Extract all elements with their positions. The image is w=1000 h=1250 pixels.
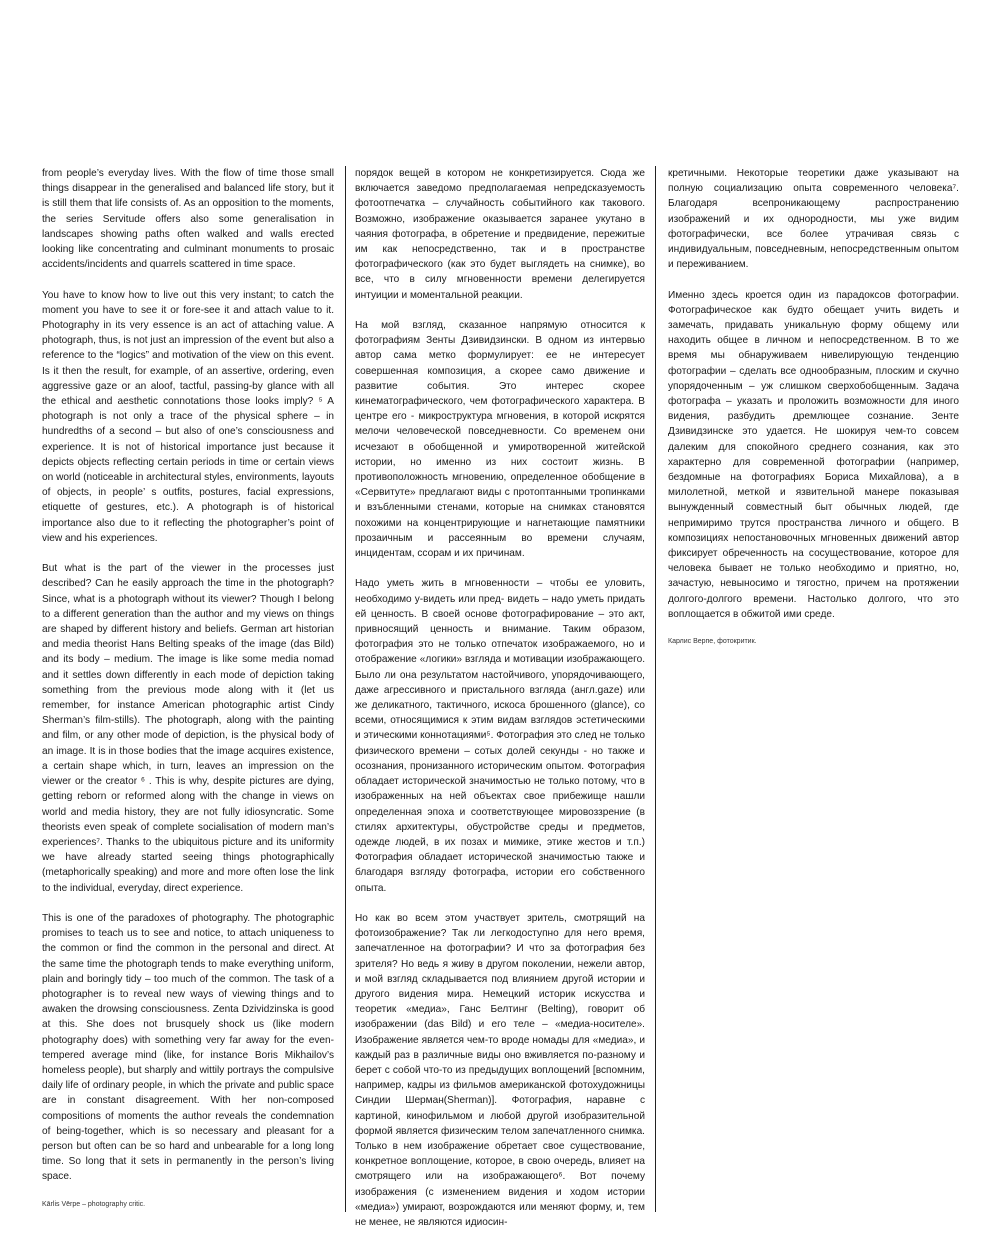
ru-paragraph-6: Именно здесь кроется один из парадоксов фотографии. Фотографическое как будто обещает учить видеть и замечать, придавать уникальную форму общему или находить общее в личном и непосредственном. В то же время мы обнаруживаем нивелирующую тенденцию фотографии – сделать все однообразным, плоским и скучно упорядоченным – уж слишком сверхобобщенным. Задача фотографа – указать и проложить возможности для иного видения, разбудить дремлющее сознание. Зенте Дзивидзинске это удается. Не шокируя чем-то совсем далеким для спокойного среднего сознания, как это характерно для современной фотографии (например, бездомные на фотографиях Бориса Михайлова), а в милолетной, меткой и язвительной манере показывая вынужденный совместный быт обычных людей, где непримиримо трутся пространства личного и общего. В композициях непостановочных мгновенных движений автор фиксирует обреченность на сосуществование, которое для человека бывает не только необходимо и приятно, но, зачастую, невыносимо и тягостно, причем на протяжении долгого-долгого времени. Настолько долгого, что это воплощается в обжитой ими среде. bbox=[668, 289, 959, 620]
column-divider-right bbox=[655, 166, 656, 1212]
ru-paragraph-5: кретичными. Некоторые теоретики даже указывают на полную социализацию опыта современного человека⁷. Благодаря всепроникающему распространению изображений и их однородности, мы уже видим фотографически, все более утрачивая связь с индивидуальным, повседневным, непосредственным опытом и переживанием. bbox=[668, 168, 959, 271]
en-paragraph-1: from people’s everyday lives. With the flow of time those small things disappear in the generalised and balanced life story, but it is still them that life consists of. As an opposition to the moments, the series Servitude offers also some generalisation in landscapes showing paths often walked and walls erected looking like concentrating and culminant monuments to prosaic accidents/incidents and quarrels scattered in time space. bbox=[42, 168, 334, 271]
russian-column-right bbox=[668, 166, 959, 662]
en-paragraph-4: This is one of the paradoxes of photography. The photographic promises to teach us to see and notice, to attach uniqueness to the common or find the common in the personal and direct. At the same time the photograph tends to make everything uniform, plain and boringly tidy – too much of the common. The task of a photographer is to reveal new ways of viewing things and to awaken the drowsing consciousness. Zenta Dzividzinska is good at this. She does not brusquely shock us (like modern photography does) with something very far away for the even-tempered average mind (like, for instance Boris Mikhailov’s homeless people), but sharply and wittily portrays the compulsive daily life of ordinary people, in which the private and public space are in constant disagreement. With her non-composed compositions of moments the author reveals the condemnation of being-together, which is so necessary and pleasant for a person but often can be so hard and unbearable for a long long time. So long that it sets in permanently in the person’s living space. bbox=[42, 912, 334, 1183]
column-divider-left bbox=[345, 166, 346, 1212]
ru-paragraph-1: порядок вещей в котором не конкретизируется. Сюда же включается заведомо предполагаемая непредсказуемость фотоотпечатка – случайность событийного как такового. Возможно, изображение оказывается заранее укутано в чаяния фотографа, в обретение и предвидение, пережитые им как непосредственно, так и в пространстве фотографического (как это будет выглядеть на снимке), во все, что в силу мгновенности времени делегируется интуиции и моментальной реакции. bbox=[355, 168, 645, 301]
ru-paragraph-2: На мой взгляд, сказанное напрямую относится к фотографиям Зенты Дзивидзински. В одном из интервью автор сама метко формулирует: ее не интересует совершенная композиция, а скорее само движение и развитие события. Это интерес скорее кинематографического, чем фотографического характера. В центре его - микроструктура мгновения, в которой искрятся мелочи человеческой повседневности. Со временем они исчезают в обобщенной и умиротворенной житейской истории, но именно из них состоит жизнь. В противоположность мгновению, определенное обобщение в «Сервитуте» предлагают виды с протоптанными тропинками и взъбленными стенами, которые на снимках становятся похожими на концентрирующие и нагнетающие памятники прозаичным и рассеянным во времени случаям, инцидентам, ссорам и их причинам. bbox=[355, 320, 645, 560]
russian-column-middle bbox=[355, 166, 645, 1245]
en-author-signature: Kārlis Vērpe – photography critic. bbox=[42, 1200, 146, 1208]
en-paragraph-2: You have to know how to live out this very instant; to catch the moment you have to see it or fore-see it and attach value to it. Photography in its very essence is an act of attaching value. A photograph, thus, is not just an impression of the event but also a reference to the “logics” and motivation of the view on this event. Is it then the result, for example, of an assertive, ordering, even aggressive gaze or an aloof, tactful, passing-by glance with all the ethical and aesthetic connotations those looks imply? ⁵ A photograph is not only a trace of the physical sphere – in hundredths of a second – but also of one’s consciousness and experience. It is not of historical importance just because it depicts objects reflecting certain periods in time or certain views on world (noticeable in architectural styles, environments, layouts of objects, in people’ s outfits, postures, facial expressions, etiquette of gestures, etc.). A photograph is of historical importance also due to it reflecting the photographer’s point of view and his experiences. bbox=[42, 289, 334, 544]
ru-paragraph-4: Но как во всем этом участвует зритель, смотрящий на фотоизображение? Так ли легкодоступно для него время, запечатленное на фотографии? И что за фотография без зрителя? Но ведь я живу в другом поколении, нежели автор, и мой взгляд складывается под влиянием другой истории и другого видения мира. Немецкий историк искусства и теоретик «медиа», Ганс Белтинг (Belting), говорит об изображении (das Bild) и его теле – «медиа-носителе». Изображение является чем-то вроде номады для «медиа», и каждый раз в различные виды оно вживляется по-разному и берет с собой что-то из предыдущих воплощений [вспомним, например, кадры из фильмов американской фотохудожницы Синдии Шерман(Sherman)]. Фотография, наравне с картиной, кинофильмом и любой другой изобразительной формой является физическим телом запечатленного снимка. Только в нем изображение обретает свое существование, конкретное воплощение, которое, в свою очередь, влияет на смотрящего или на изображающего⁶. Вот почему изображения (с изменением видения и ходом истории «медиа») умирают, возрождаются или меняют форму, и, тем не менее, не являются идиосин- bbox=[355, 912, 645, 1228]
ru-author-signature: Карлис Верпе, фотокритик. bbox=[668, 638, 757, 646]
english-column bbox=[42, 166, 334, 1225]
en-paragraph-3: But what is the part of the viewer in the processes just described? Can he easily approach the time in the photograph? Since, what is a photograph without its viewer? Though I belong to a different generation than the author and my views on things are shaped by different history and beliefs. German art historian and media theorist Hans Belting speaks of the image (das Bild) and its body – medium. The image is like some media nomad and it settles down differently in each mode of depiction taking something from the previous mode along with it (let us remember, for instance American photographic artist Cindy Sherman’s film-stills). The photograph, along with the painting and film, or any other mode of depiction, is the physical body of an image. It is in those bodies that the image acquires existence, a certain shape which, in turn, leaves an impression on the viewer or the creator ⁶ . This is why, despite pictures are dying, getting reborn or reformed along with the change in views on world and media history, they are not fully idiosyncratic. Some theorists even speak of complete socialisation of modern man’s experiences⁷. Thanks to the ubiquitous picture and its uniformity we have already started seeing things photographically (metaphorically speaking) and more and more often lose the link to the individual, everyday, direct experience. bbox=[42, 563, 334, 894]
ru-paragraph-3: Надо уметь жить в мгновенности – чтобы ее уловить, необходимо у-видеть или пред- видеть – надо уметь придать ей ценность. В своей основе фотографирование – это акт, привносящий ценность и внимание. Таким образом, фотография это не только отпечаток изображаемого, но и отображение «логики» взгляда и мотивации изображающего. Было ли она результатом настойчивого, упорядочивающего, даже агрессивного и пристального взгляда (англ.gaze) или же деликатного, тактичного, искоса брошенного (glance), со всеми, относящимися к этим видам взглядов эстетическими и этическими коннотациями⁵. Фотография это след не только физического времени – сотых долей секунды - но также и осознания, пронизанного историческим опытом. Фотография обладает исторической значимостью не только потому, что в изображенных на ней объектах свое прибежище нашли определенная эпоха и соответствующее мировоззрение (в стилях архитектуры, обустройстве среды и предметов, одежде людей, в их позах и мимике, этике жестов и т.п.) Фотография обладает исторической значимостью также и благодаря взгляду фотографа, истории его собственного опыта. bbox=[355, 578, 645, 894]
